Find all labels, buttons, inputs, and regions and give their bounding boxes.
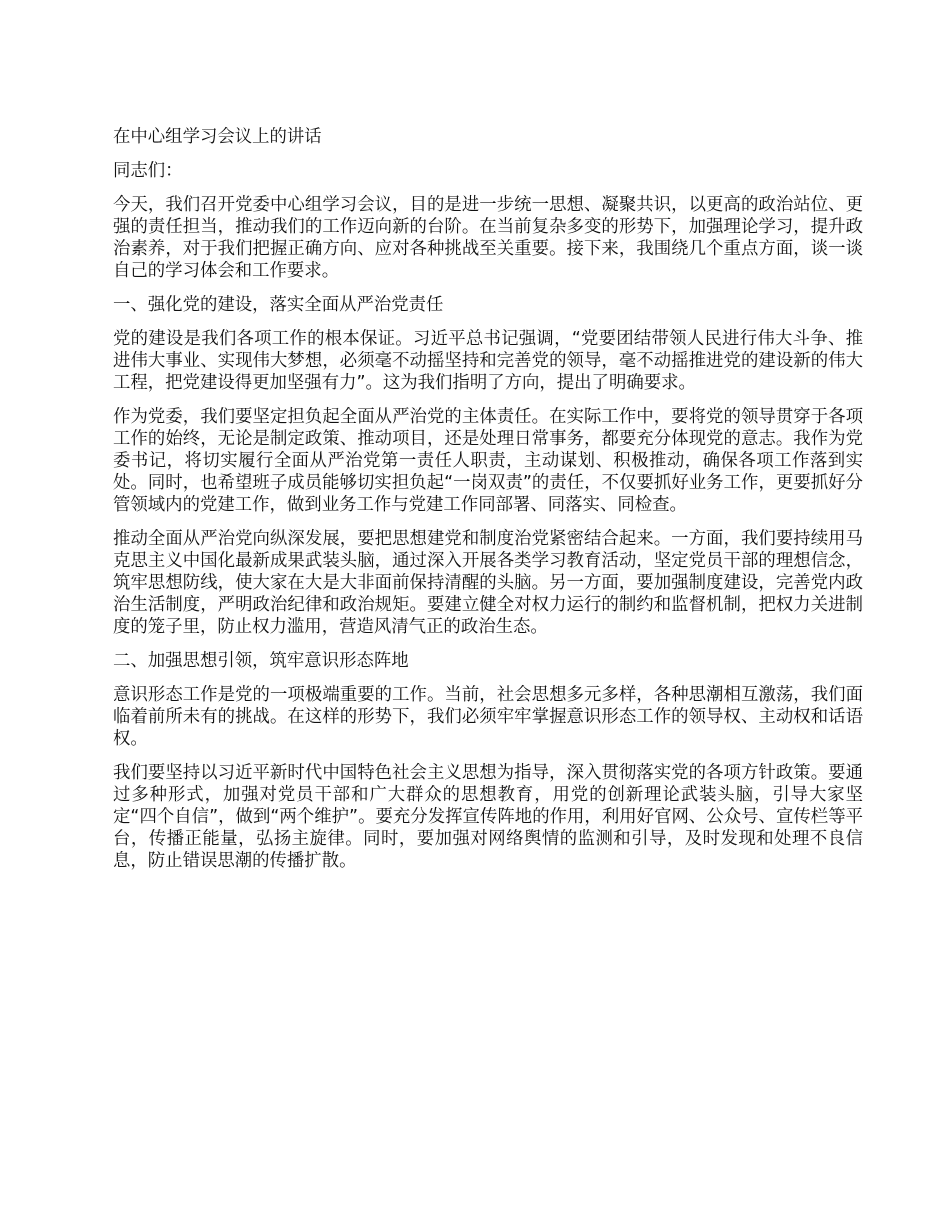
document-page xyxy=(113,126,863,884)
section-heading-2: 二、加强思想引领，筑牢意识形态阵地 xyxy=(113,651,409,671)
document-title: 在中心组学习会议上的讲话 xyxy=(113,127,322,147)
paragraph: 党的建设是我们各项工作的根本保证。习近平总书记强调，“党要团结带领人民进行伟大斗争、推进伟大事业、实现伟大梦想，必须毫不动摇坚持和完善党的领导，毫不动摇推进党的建设新的伟大工程，把党建设得更加坚强有力”。这为我们指明了方向，提出了明确要求。 xyxy=(113,329,863,393)
section-heading-1: 一、强化党的建设，落实全面从严治党责任 xyxy=(113,295,444,315)
paragraph: 意识形态工作是党的一项极端重要的工作。当前，社会思想多元多样，各种思潮相互激荡，我们面临着前所未有的挑战。在这样的形势下，我们必须牢牢掌握意识形态工作的领导权、主动权和话语权。 xyxy=(113,685,863,749)
paragraph-intro: 今天，我们召开党委中心组学习会议，目的是进一步统一思想、凝聚共识，以更高的政治站位、更强的责任担当，推动我们的工作迈向新的台阶。在当前复杂多变的形势下，加强理论学习，提升政治素养，对于我们把握正确方向、应对各种挑战至关重要。接下来，我围绕几个重点方面，谈一谈自己的学习体会和工作要求。 xyxy=(113,195,863,281)
paragraph: 作为党委，我们要坚定担负起全面从严治党的主体责任。在实际工作中，要将党的领导贯穿于各项工作的始终，无论是制定政策、推动项目，还是处理日常事务，都要充分体现党的意志。我作为党委书记，将切实履行全面从严治党第一责任人职责，主动谋划、积极推动，确保各项工作落到实处。同时，也希望班子成员能够切实担负起“一岗双责”的责任，不仅要抓好业务工作，更要抓好分管领域内的党建工作，做到业务工作与党建工作同部署、同落实、同检查。 xyxy=(113,407,863,515)
salutation: 同志们： xyxy=(113,161,183,181)
paragraph: 我们要坚持以习近平新时代中国特色社会主义思想为指导，深入贯彻落实党的各项方针政策。要通过多种形式，加强对党员干部和广大群众的思想教育，用党的创新理论武装头脑，引导大家坚定“四个自信”，做到“两个维护”。要充分发挥宣传阵地的作用，利用好官网、公众号、宣传栏等平台，传播正能量，弘扬主旋律。同时，要加强对网络舆情的监测和引导，及时发现和处理不良信息，防止错误思潮的传播扩散。 xyxy=(113,763,863,871)
paragraph: 推动全面从严治党向纵深发展，要把思想建党和制度治党紧密结合起来。一方面，我们要持续用马克思主义中国化最新成果武装头脑，通过深入开展各类学习教育活动，坚定党员干部的理想信念，筑牢思想防线，使大家在大是大非面前保持清醒的头脑。另一方面，要加强制度建设，完善党内政治生活制度，严明政治纪律和政治规矩。要建立健全对权力运行的制约和监督机制，把权力关进制度的笼子里，防止权力滥用，营造风清气正的政治生态。 xyxy=(113,529,863,637)
